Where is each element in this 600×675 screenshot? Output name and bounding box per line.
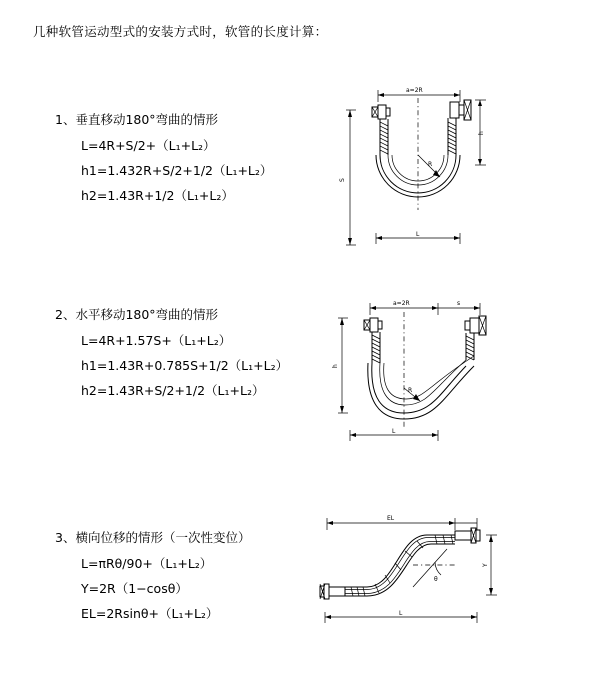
figure-2-drawing	[320, 288, 510, 458]
svg-text:θ: θ	[434, 576, 438, 583]
section-1-text	[55, 110, 272, 211]
section-3-formula-1: L=πRθ/90+（L₁+L₂）	[81, 556, 213, 571]
figure-3-lateral-offset	[295, 505, 515, 635]
section-2-text	[55, 305, 288, 406]
svg-text:S: S	[339, 178, 346, 182]
section-2-formula-1: L=4R+1.57S+（L₁+L₂）	[81, 333, 232, 348]
svg-text:L: L	[392, 428, 396, 435]
svg-text:h: h	[478, 131, 485, 135]
section-1-formula-2: h1=1.432R+S/2+1/2（L₁+L₂）	[81, 163, 273, 178]
svg-text:L: L	[416, 231, 420, 238]
svg-text:Y: Y	[482, 563, 489, 567]
section-2-formula-3: h2=1.43R+S/2+1/2（L₁+L₂）	[81, 383, 265, 398]
section-3-title: 3、横向位移的情形（一次性变位）	[55, 530, 251, 545]
page-title: 几种软管运动型式的安装方式时，软管的长度计算：	[33, 24, 328, 39]
section-2-formula-2: h1=1.43R+0.785S+1/2（L₁+L₂）	[81, 358, 289, 373]
section-3-formula-3: EL=2Rsinθ+（L₁+L₂）	[81, 606, 219, 621]
svg-text:h: h	[332, 364, 339, 368]
figure-1-drawing	[320, 70, 510, 270]
section-3-formula-2: Y=2R（1−cosθ）	[81, 581, 188, 596]
svg-text:EL: EL	[387, 515, 395, 522]
figure-2-horizontal-180	[320, 288, 510, 458]
svg-text:a=2R: a=2R	[393, 300, 410, 307]
svg-text:s: s	[457, 300, 461, 307]
figure-3-drawing	[295, 505, 515, 635]
section-2-title: 2、水平移动180°弯曲的情形	[55, 307, 219, 322]
section-1-formula-3: h2=1.43R+1/2（L₁+L₂）	[81, 188, 234, 203]
section-3-text	[55, 528, 250, 629]
section-1-title: 1、垂直移动180°弯曲的情形	[55, 112, 219, 127]
section-1-formula-1: L=4R+S/2+（L₁+L₂）	[81, 138, 216, 153]
svg-text:L: L	[399, 610, 403, 617]
svg-text:R: R	[408, 387, 413, 394]
svg-text:R: R	[428, 161, 433, 168]
svg-text:a=2R: a=2R	[406, 87, 423, 94]
figure-1-vertical-180	[320, 70, 510, 270]
